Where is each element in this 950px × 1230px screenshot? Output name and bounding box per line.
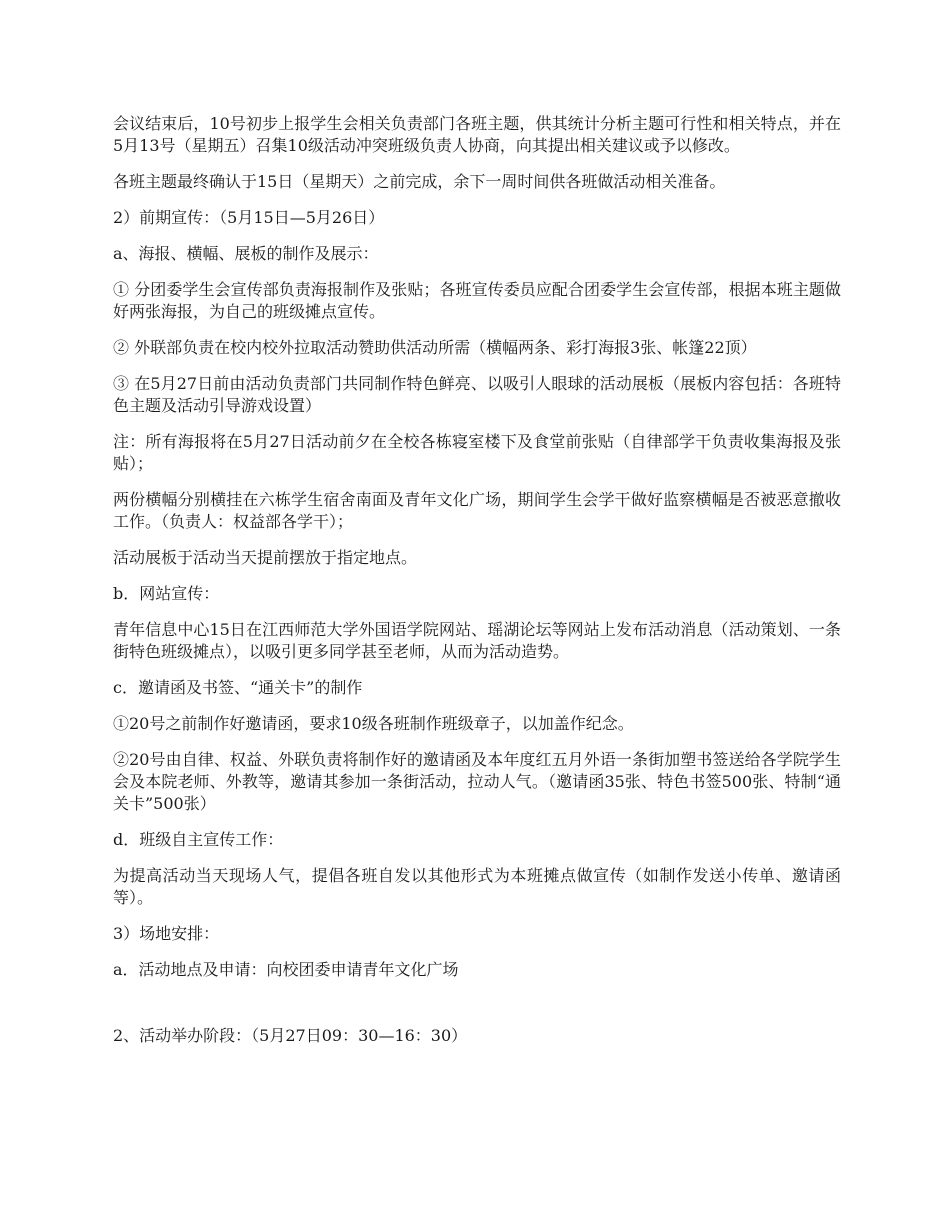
list-item-display-board: ③ 在5月27日前由活动负责部门共同制作特色鲜亮、以吸引人眼球的活动展板（展板内容包括：各班特色主题及活动引导游戏设置）	[113, 374, 841, 415]
document-body	[113, 113, 841, 1061]
heading-early-publicity: 2）前期宣传：（5月15日—5月26日）	[113, 208, 385, 227]
paragraph-meeting-summary: 会议结束后，10号初步上报学生会相关负责部门各班主题，供其统计分析主题可行性和相关特点，并在5月13号（星期五）召集10级活动冲突班级负责人协商，向其提出相关建议或予以修改。	[113, 114, 841, 155]
paragraph-theme-confirmation: 各班主题最终确认于15日（星期天）之前完成，余下一周时间供各班做活动相关准备。	[113, 172, 726, 191]
paragraph-board-placement: 活动展板于活动当天提前摆放于指定地点。	[113, 548, 418, 567]
list-item-sponsorship: ② 外联部负责在校内校外拉取活动赞助供活动所需（横幅两条、彩打海报3张、帐篷22顶）	[113, 338, 757, 357]
paragraph-website-publicity: 青年信息中心15日在江西师范大学外国语学院网站、瑶湖论坛等网站上发布活动消息（活动策划、一条街特色班级摊点），以吸引更多同学甚至老师，从而为活动造势。	[113, 620, 841, 661]
paragraph-class-publicity: 为提高活动当天现场人气，提倡各班自发以其他形式为本班摊点做宣传（如制作发送小传单、邀请函等）。	[113, 866, 841, 907]
list-item-invitation-making: ①20号之前制作好邀请函，要求10级各班制作班级章子，以加盖作纪念。	[113, 714, 634, 733]
heading-invitations-bookmarks: c．邀请函及书签、“通关卡”的制作	[113, 678, 363, 697]
note-poster-posting: 注：所有海报将在5月27日活动前夕在全校各栋寝室楼下及食堂前张贴（自律部学干负责收集海报及张贴）；	[113, 432, 841, 473]
list-item-invitation-delivery: ②20号由自律、权益、外联负责将制作好的邀请函及本年度红五月外语一条街加塑书签送给各学院学生会及本院老师、外教等，邀请其参加一条街活动，拉动人气。（邀请函35张、特色书签500张、特制“通关卡”500张）	[113, 750, 841, 813]
heading-venue-arrangement: 3）场地安排：	[113, 924, 220, 943]
heading-website-publicity: b．网站宣传：	[113, 584, 220, 603]
list-item-poster-making: ① 分团委学生会宣传部负责海报制作及张贴；各班宣传委员应配合团委学生会宣传部，根据本班主题做好两张海报，为自己的班级摊点宣传。	[113, 280, 841, 321]
heading-posters-banners: a、海报、横幅、展板的制作及展示：	[113, 244, 379, 263]
heading-event-stage: 2、活动举办阶段：（5月27日09：30—16：30）	[113, 1026, 468, 1045]
paragraph-venue-application: a．活动地点及申请：向校团委申请青年文化广场	[113, 960, 459, 979]
heading-class-publicity: d．班级自主宣传工作：	[113, 830, 284, 849]
paragraph-banner-hanging: 两份横幅分别横挂在六栋学生宿舍南面及青年文化广场，期间学生会学干做好监察横幅是否被恶意撤收工作。（负责人：权益部各学干）；	[113, 490, 841, 531]
